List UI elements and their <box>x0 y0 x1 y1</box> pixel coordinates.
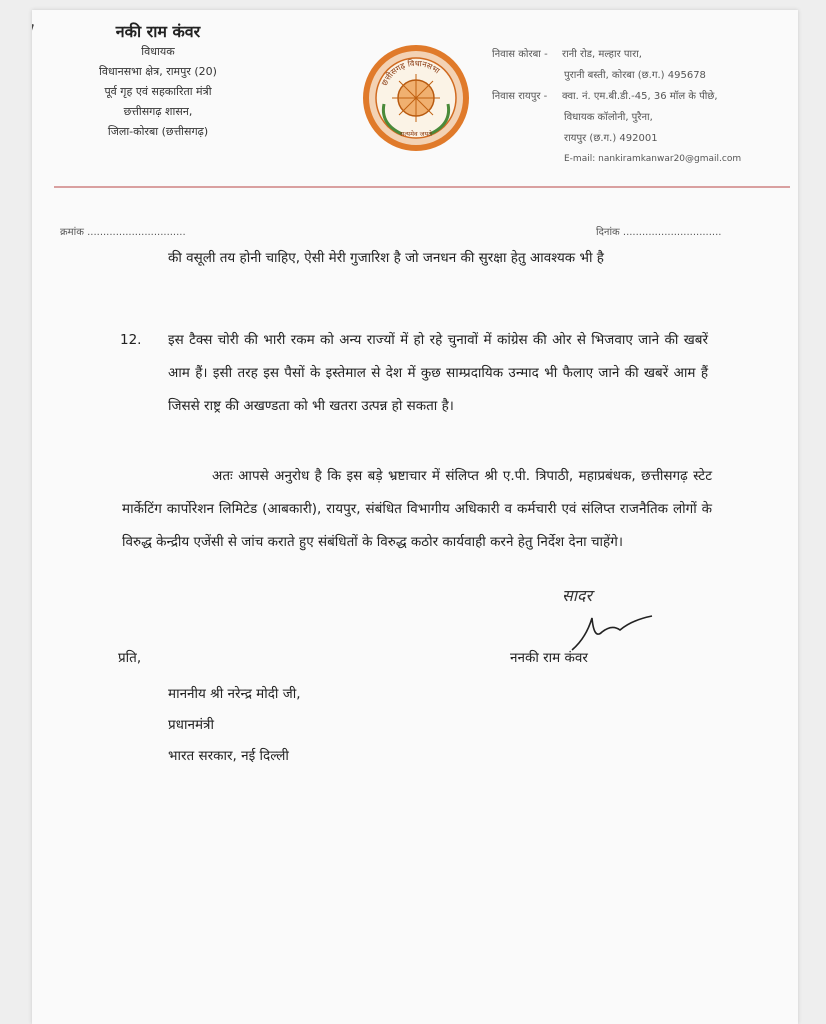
header-divider <box>54 186 790 188</box>
svg-text:छत्तीसगढ़ विधानसभा: छत्तीसगढ़ विधानसभा <box>379 58 442 88</box>
signatory-name: ननकी राम कंवर <box>510 650 588 666</box>
korba-label: निवास कोरबा - <box>492 49 548 60</box>
recipient-line3: भारत सरकार, नई दिल्ली <box>168 748 289 764</box>
recipient-line1: माननीय श्री नरेन्द्र मोदी जी, <box>168 686 301 702</box>
sender-name: नकी राम कंवर <box>115 22 201 41</box>
korba-line2: पुरानी बस्ती, कोरबा (छ.ग.) 495678 <box>564 70 706 81</box>
sender-district: जिला-कोरबा (छत्तीसगढ़) <box>107 125 209 138</box>
sender-designation: विधायक <box>141 45 175 58</box>
handwritten-salutation: सादर <box>562 586 593 605</box>
request-paragraph: अतः आपसे अनुरोध है कि इस बड़े भ्रष्टाचार में संलिप्त श्री ए.पी. त्रिपाठी, महाप्रबंधक, छत्तीसगढ़ स्टेट मार्केटिंग कार्पोरेशन लिमिटेड (आबकारी), रायपुर, संबंधित विभागीय अधिकारी व कर्मचारी एवं संलिप्त राजनैतिक लोगों के विरुद्ध केन्द्रीय एजेंसी से जांच कराते हुए संबंधितों के विरुद्ध कठोर कार्यवाही करने हेतु निर्देश देना चाहेंगे। <box>122 468 712 550</box>
letterhead-addresses <box>492 44 741 170</box>
recipient-line2: प्रधानमंत्री <box>168 717 214 733</box>
continued-paragraph: की वसूली तय होनी चाहिए, ऐसी मेरी गुजारिश है जो जनधन की सुरक्षा हेतु आवश्यक भी है <box>168 250 604 266</box>
date-field: दिनांक ............................... <box>596 227 722 238</box>
korba-line1: रानी रोड, मल्हार पारा, <box>562 49 642 60</box>
point-12-paragraph: इस टैक्स चोरी की भारी रकम को अन्य राज्यों में हो रहे चुनावों में कांग्रेस की ओर से भिजवाए जाने की खबरें आम हैं। इसी तरह इस पैसों के इस्तेमाल से देश में कुछ साम्प्रदायिक उन्माद भी फैलाए जाने की खबरें आम हैं जिससे राष्ट्र की अखण्डता को भी खतरा उत्पन्न हो सकता है। <box>168 332 708 414</box>
letterhead-sender <box>68 22 248 142</box>
sender-government: छत्तीसगढ़ शासन, <box>123 105 193 118</box>
corner-mark <box>32 24 34 148</box>
raipur-line2: विधायक कॉलोनी, पुरैना, <box>564 112 653 123</box>
svg-text:सत्यमेव जयते: सत्यमेव जयते <box>400 130 432 138</box>
prati-label: प्रति, <box>118 650 142 666</box>
sender-former-post: पूर्व गृह एवं सहकारिता मंत्री <box>104 85 212 98</box>
point-number: 12. <box>120 332 142 348</box>
letter-page <box>32 10 798 1024</box>
raipur-line1: क्वा. नं. एम.बी.डी.-45, 36 मॉल के पीछे, <box>562 91 718 102</box>
sender-constituency: विधानसभा क्षेत्र, रामपुर (20) <box>99 65 217 78</box>
assembly-emblem <box>362 44 470 156</box>
raipur-line3: रायपुर (छ.ग.) 492001 <box>564 133 658 144</box>
email-address: E-mail: nankiramkanwar20@gmail.com <box>564 154 742 164</box>
reference-number: क्रमांक ............................... <box>60 227 186 238</box>
raipur-label: निवास रायपुर - <box>492 91 548 102</box>
